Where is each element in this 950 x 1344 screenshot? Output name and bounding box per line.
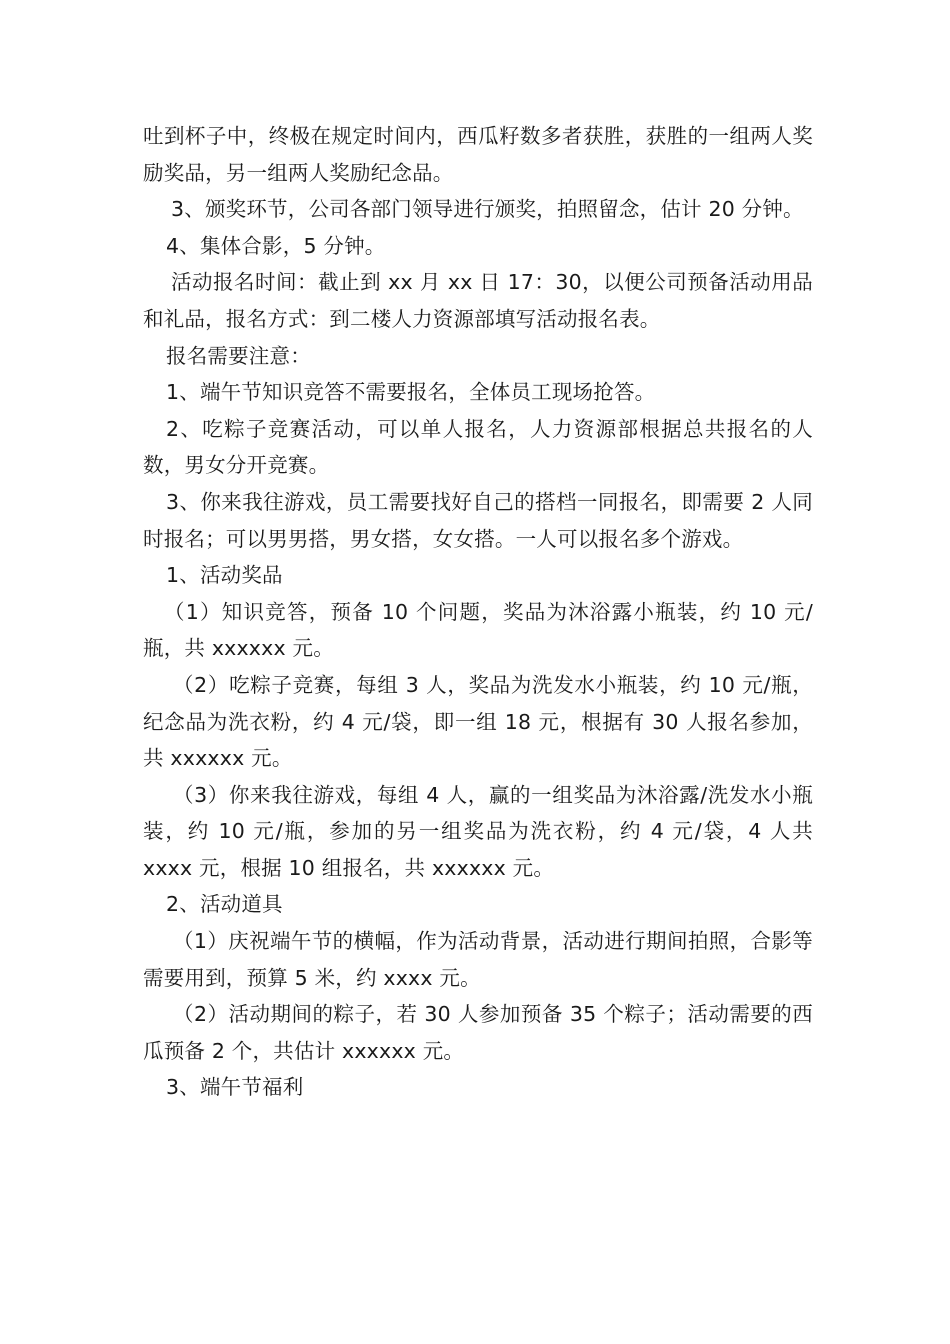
paragraph-prop-zongzi-watermelon: （2）活动期间的粽子，若 30 人参加预备 35 个粽子；活动需要的西瓜预备 2 个，共估计 xxxxxx 元。 [143, 1002, 813, 1063]
paragraph-award-ceremony: 3、颁奖环节，公司各部门领导进行颁奖，拍照留念，估计 20 分钟。 [171, 197, 804, 222]
section-heading-benefits: 3、端午节福利 [166, 1075, 304, 1100]
paragraph-registration-notes-heading: 报名需要注意： [166, 343, 311, 368]
section-heading-props: 2、活动道具 [166, 892, 283, 917]
paragraph-group-photo: 4、集体合影，5 分钟。 [166, 233, 386, 258]
paragraph-note-quiz: 1、端午节知识竞答不需要报名，全体员工现场抢答。 [166, 380, 656, 405]
document-body [143, 118, 813, 1106]
paragraph-prize-game: （3）你来我往游戏，每组 4 人，赢的一组奖品为沐浴露/洗发水小瓶装，约 10 元/瓶，参加的另一组奖品为洗衣粉，约 4 元/袋，4 人共 xxxx 元，根据 10 组报名，共 xxxxxx 元。 [143, 782, 813, 880]
paragraph-note-zongzi: 2、吃粽子竞赛活动，可以单人报名，人力资源部根据总共报名的人数，男女分开竞赛。 [143, 416, 813, 478]
paragraph-prize-quiz: （1）知识竞答，预备 10 个问题，奖品为沐浴露小瓶装，约 10 元/瓶，共 xxxxxx 元。 [143, 599, 813, 661]
paragraph-registration-time: 活动报名时间：截止到 xx 月 xx 日 17：30，以便公司预备活动用品和礼品，报名方式：到二楼人力资源部填写活动报名表。 [143, 270, 813, 331]
paragraph-prop-banner: （1）庆祝端午节的横幅，作为活动背景，活动进行期间拍照，合影等需要用到，预算 5 米，约 xxxx 元。 [143, 929, 813, 990]
paragraph-prize-zongzi: （2）吃粽子竞赛，每组 3 人，奖品为洗发水小瓶装，约 10 元/瓶，纪念品为洗衣粉，约 4 元/袋，即一组 18 元，根据有 30 人报名参加，共 xxxxxx 元。 [143, 672, 813, 771]
paragraph-note-game: 3、你来我往游戏，员工需要找好自己的搭档一同报名，即需要 2 人同时报名；可以男男搭，男女搭，女女搭。一人可以报名多个游戏。 [143, 489, 813, 551]
paragraph-contest-rule: 吐到杯子中，终极在规定时间内，西瓜籽数多者获胜，获胜的一组两人奖励奖品，另一组两人奖励纪念品。 [143, 124, 813, 185]
section-heading-prizes: 1、活动奖品 [166, 563, 283, 588]
